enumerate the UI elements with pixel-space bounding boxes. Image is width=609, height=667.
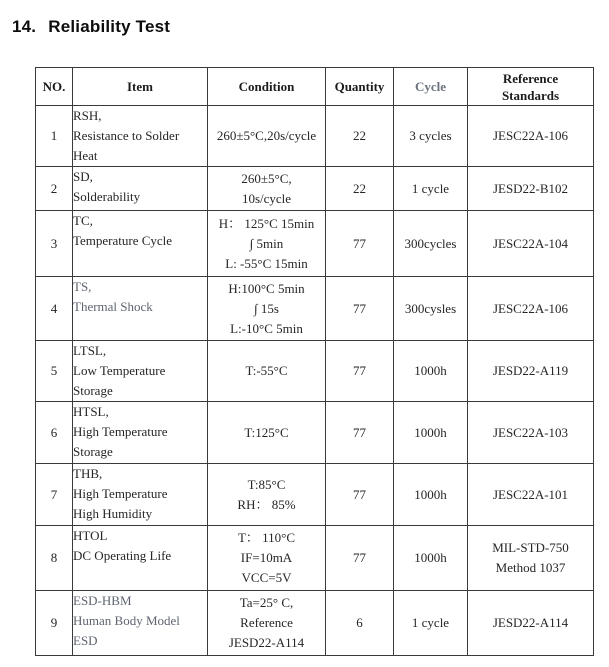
cell-item	[73, 106, 208, 167]
item-line: Storage	[73, 383, 113, 398]
cell-condition	[208, 402, 326, 464]
cell-quantity: 77	[326, 402, 394, 464]
reference-line: JESC22A-101	[492, 486, 569, 502]
condition-line: Reference	[240, 615, 293, 630]
cell-no: 9	[36, 591, 73, 656]
cell-condition	[208, 591, 326, 656]
cell-no: 6	[36, 402, 73, 464]
cell-item	[73, 167, 208, 211]
cell-no: 4	[36, 277, 73, 341]
item-line: SD,	[73, 169, 93, 184]
cell-quantity: 22	[326, 106, 394, 167]
condition-line: ∫ 5min	[249, 235, 284, 251]
reference-line: JESD22-B102	[492, 180, 569, 196]
col-header-no: NO.	[36, 68, 73, 106]
table-header-row	[36, 68, 594, 106]
item-line: TS,	[73, 279, 92, 294]
cell-reference	[468, 106, 594, 167]
section-title	[12, 17, 170, 37]
item-line: Temperature Cycle	[73, 233, 173, 248]
item-line: THB,	[73, 466, 103, 481]
item-line: Storage	[73, 444, 113, 459]
cell-item	[73, 402, 208, 464]
item-line: Solderability	[73, 189, 141, 204]
item-line: High Temperature	[73, 424, 168, 439]
table-row	[36, 526, 594, 591]
condition-line: 260±5°C,	[241, 170, 292, 186]
col-header-cycle: Cycle	[394, 68, 468, 106]
cell-quantity: 77	[326, 211, 394, 277]
table-body	[36, 106, 594, 656]
condition-line: T:85°C	[247, 476, 286, 492]
item-line: Low Temperature	[73, 363, 166, 378]
item-line: TC,	[73, 213, 93, 228]
col-header-item: Item	[73, 68, 208, 106]
cell-cycle: 1000h	[394, 341, 468, 402]
table-row	[36, 211, 594, 277]
cell-cycle: 300cysles	[394, 277, 468, 341]
condition-line: Ta=25° C,	[239, 595, 294, 610]
condition-line: L:-10°C 5min	[230, 320, 303, 336]
cell-cycle: 1000h	[394, 526, 468, 591]
condition-line: H:100°C 5min	[228, 280, 305, 296]
cell-reference	[468, 277, 594, 341]
condition-line: T： 110°C	[237, 530, 296, 545]
reliability-test-table	[35, 67, 594, 656]
condition-line: 10s/cycle	[241, 190, 292, 206]
cell-reference	[468, 591, 594, 656]
cell-cycle: 1 cycle	[394, 591, 468, 656]
item-line: RSH,	[73, 108, 102, 123]
condition-line: T:125°C	[244, 424, 289, 440]
item-line: Resistance to Solder	[73, 128, 180, 143]
item-line: HTOL	[73, 528, 108, 543]
cell-item	[73, 591, 208, 656]
condition-line: VCC=5V	[241, 570, 292, 585]
condition-line: L: -55°C 15min	[225, 255, 308, 271]
cell-item	[73, 464, 208, 526]
col-header-quantity: Quantity	[326, 68, 394, 106]
section-title-text: Reliability Test	[48, 17, 171, 37]
reference-line: JESC22A-104	[492, 235, 569, 251]
cell-no: 8	[36, 526, 73, 591]
reference-line: JESC22A-106	[492, 300, 569, 316]
cell-reference	[468, 211, 594, 277]
cell-reference	[468, 167, 594, 211]
cell-cycle: 3 cycles	[394, 106, 468, 167]
reference-line: JESC22A-106	[492, 128, 569, 143]
cell-reference	[468, 402, 594, 464]
cell-cycle: 1000h	[394, 402, 468, 464]
cell-condition	[208, 106, 326, 167]
item-line: Heat	[73, 148, 98, 163]
table-row	[36, 402, 594, 464]
item-line: Human Body Model	[73, 613, 180, 628]
item-line: Thermal Shock	[73, 299, 153, 314]
cell-no: 2	[36, 167, 73, 211]
cell-condition	[208, 526, 326, 591]
table-row	[36, 277, 594, 341]
table-row	[36, 464, 594, 526]
cell-condition	[208, 211, 326, 277]
item-line: DC Operating Life	[73, 548, 172, 563]
item-line: High Temperature	[73, 486, 168, 501]
reference-line: MIL-STD-750	[492, 540, 569, 555]
condition-line: H： 125°C 15min	[218, 215, 315, 231]
cell-item	[73, 277, 208, 341]
cell-item	[73, 211, 208, 277]
table-row	[36, 341, 594, 402]
cell-reference	[468, 341, 594, 402]
condition-line: T:-55°C	[245, 363, 288, 378]
item-line: HTSL,	[73, 404, 109, 419]
table-row	[36, 167, 594, 211]
cell-condition	[208, 464, 326, 526]
reference-line: JESD22-A119	[492, 363, 569, 378]
cell-no: 7	[36, 464, 73, 526]
condition-line: IF=10mA	[240, 550, 293, 565]
reference-line: JESD22-A114	[492, 615, 569, 630]
col-header-reference-standards: Reference Standards	[468, 68, 594, 106]
cell-no: 1	[36, 106, 73, 167]
cell-item	[73, 341, 208, 402]
item-line: LTSL,	[73, 343, 107, 358]
section-number: 14.	[12, 17, 37, 37]
item-line: ESD	[73, 633, 98, 648]
cell-condition	[208, 341, 326, 402]
cell-reference	[468, 526, 594, 591]
cell-no: 3	[36, 211, 73, 277]
condition-line: RH： 85%	[237, 496, 296, 512]
cell-quantity: 77	[326, 526, 394, 591]
cell-item	[73, 526, 208, 591]
cell-quantity: 6	[326, 591, 394, 656]
cell-cycle: 1000h	[394, 464, 468, 526]
reference-line: Method 1037	[495, 560, 566, 575]
cell-condition	[208, 277, 326, 341]
col-header-condition: Condition	[208, 68, 326, 106]
cell-cycle: 1 cycle	[394, 167, 468, 211]
table-row	[36, 106, 594, 167]
table-row	[36, 591, 594, 656]
cell-reference	[468, 464, 594, 526]
cell-quantity: 77	[326, 464, 394, 526]
condition-line: ∫ 15s	[254, 300, 279, 316]
cell-quantity: 22	[326, 167, 394, 211]
cell-no: 5	[36, 341, 73, 402]
cell-condition	[208, 167, 326, 211]
reference-line: JESC22A-103	[492, 424, 569, 440]
cell-cycle: 300cycles	[394, 211, 468, 277]
item-line: ESD-HBM	[73, 593, 132, 608]
condition-line: JESD22-A114	[228, 635, 305, 650]
condition-line: 260±5°C,20s/cycle	[216, 128, 317, 143]
item-line: High Humidity	[73, 506, 153, 521]
cell-quantity: 77	[326, 277, 394, 341]
cell-quantity: 77	[326, 341, 394, 402]
